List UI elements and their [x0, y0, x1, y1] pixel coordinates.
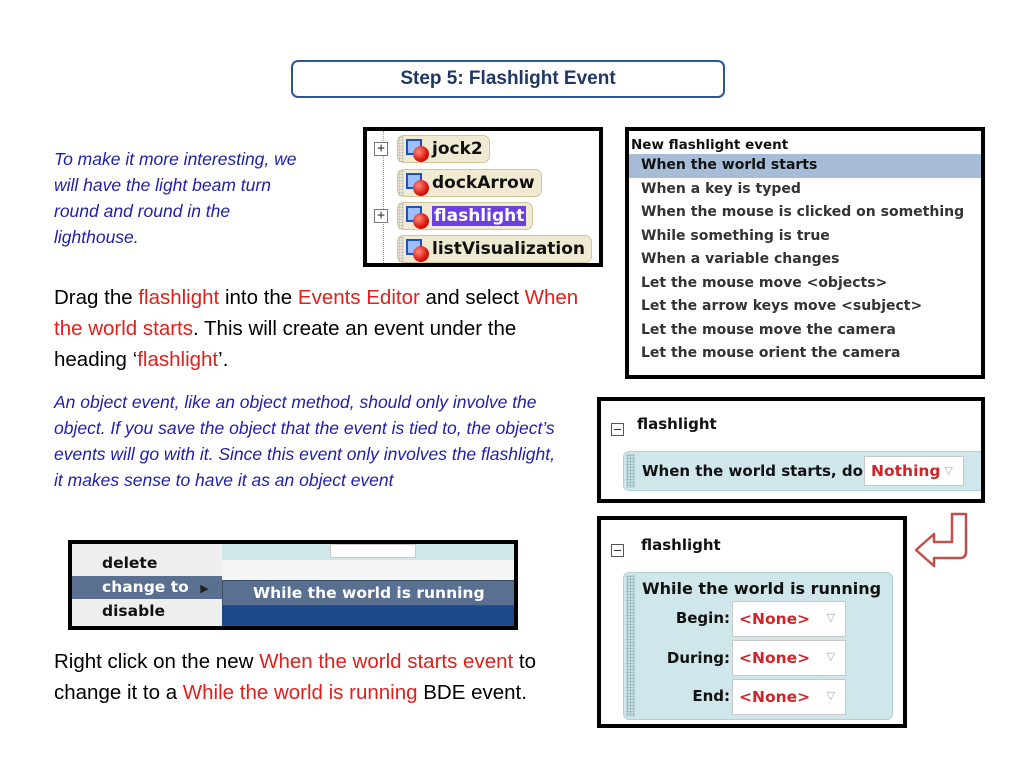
- object-event-note: An object event, like an object method, should only involve the object. If you save the object that the event is tied to, the object’s events will go with it. Since this event only involves the flashlight, it makes sense to have it as an object event: [54, 392, 555, 490]
- object-tree-screenshot: [363, 127, 603, 267]
- tree-item-dockarrow[interactable]: [367, 169, 599, 199]
- background-strip: [222, 560, 518, 580]
- drag-grip-icon[interactable]: [398, 136, 404, 162]
- end-label: End:: [692, 687, 730, 705]
- drag-paragraph: [54, 282, 594, 375]
- background-strip: [222, 606, 518, 630]
- do-label: , do: [830, 462, 863, 480]
- object-icon: [406, 206, 430, 228]
- menu-item[interactable]: Let the arrow keys move <subject>: [641, 298, 923, 314]
- chevron-down-icon[interactable]: ▽: [826, 650, 835, 663]
- begin-dropdown[interactable]: [732, 601, 846, 637]
- tree-item-listvisualization[interactable]: [367, 235, 599, 265]
- text-segment: Drag the: [54, 286, 139, 309]
- dropdown-value: <None>: [739, 688, 811, 706]
- event-name: When the world starts: [642, 462, 831, 480]
- object-pill-selected[interactable]: [397, 202, 533, 230]
- event-heading: flashlight: [637, 415, 717, 433]
- object-pill[interactable]: [397, 235, 592, 263]
- menu-item[interactable]: While something is true: [641, 227, 830, 244]
- background-dropdown: [330, 544, 416, 558]
- bde-event-screenshot: [597, 516, 907, 728]
- right-click-paragraph: [54, 646, 544, 708]
- object-icon: [406, 139, 430, 161]
- text-segment: ’.: [218, 348, 229, 371]
- begin-label: Begin:: [675, 609, 730, 627]
- chevron-down-icon[interactable]: ▽: [826, 689, 835, 702]
- menu-item[interactable]: Let the mouse orient the camera: [641, 345, 901, 361]
- submenu-item-while-running[interactable]: While the world is running: [222, 580, 518, 606]
- event-menu-screenshot: [625, 127, 985, 379]
- dropdown-value: <None>: [739, 649, 811, 667]
- slide-title-box: [291, 60, 725, 98]
- collapse-icon[interactable]: [611, 544, 624, 557]
- dropdown-value: Nothing: [871, 462, 941, 480]
- event-block-screenshot: [597, 397, 985, 503]
- highlight-flashlight: flashlight: [138, 286, 220, 309]
- menu-item-disable[interactable]: disable: [102, 602, 166, 620]
- drag-grip-icon[interactable]: [626, 454, 635, 488]
- action-dropdown[interactable]: [864, 456, 964, 486]
- text-segment: and select: [419, 286, 525, 309]
- dropdown-value: <None>: [739, 610, 811, 628]
- expand-icon[interactable]: +: [374, 142, 388, 156]
- drag-grip-icon[interactable]: [398, 170, 404, 196]
- event-menu-list: [629, 154, 981, 366]
- object-icon: [406, 239, 430, 261]
- event-text: While the world is running: [642, 579, 882, 598]
- menu-item[interactable]: Let the mouse move the camera: [641, 321, 896, 338]
- tree-item-jock2[interactable]: [367, 135, 599, 165]
- menu-heading: New flashlight event: [631, 137, 789, 153]
- menu-item[interactable]: When a key is typed: [641, 180, 801, 197]
- event-block[interactable]: [623, 451, 985, 491]
- expand-icon[interactable]: +: [374, 209, 388, 223]
- during-dropdown[interactable]: [732, 640, 846, 676]
- highlight-flashlight-heading: flashlight: [137, 348, 219, 371]
- submenu-arrow-icon: ▶: [200, 582, 209, 595]
- highlight-world-starts: When the world starts: [54, 286, 579, 340]
- object-pill[interactable]: [397, 135, 490, 163]
- menu-item[interactable]: When the mouse is clicked on something: [641, 204, 965, 220]
- collapse-icon[interactable]: [611, 423, 624, 436]
- menu-item[interactable]: When the world starts: [629, 154, 981, 178]
- end-dropdown[interactable]: [732, 679, 846, 715]
- chevron-down-icon[interactable]: ▽: [944, 464, 953, 477]
- highlight-world-running: While the world is running: [182, 681, 418, 704]
- menu-item[interactable]: When a variable changes: [641, 251, 840, 267]
- slide-title: Step 5: Flashlight Event: [400, 68, 616, 89]
- object-label: listVisualization: [432, 239, 586, 259]
- text-segment: Right click on the new: [54, 650, 260, 673]
- bde-event-block[interactable]: [623, 572, 893, 720]
- during-label: During:: [666, 649, 730, 667]
- chevron-down-icon[interactable]: ▽: [826, 611, 835, 624]
- text-segment: BDE event.: [417, 681, 527, 704]
- drag-grip-icon[interactable]: [626, 575, 635, 717]
- menu-item[interactable]: Let the mouse move <objects>: [641, 274, 888, 291]
- highlight-events-editor: Events Editor: [297, 286, 420, 309]
- event-text: [642, 462, 863, 480]
- text-segment: to change it to a: [54, 650, 536, 704]
- object-pill[interactable]: [397, 169, 542, 197]
- object-label: flashlight: [434, 206, 525, 226]
- object-label: jock2: [432, 139, 483, 159]
- menu-item-delete[interactable]: delete: [102, 554, 158, 572]
- object-icon: [406, 173, 430, 195]
- context-menu-screenshot: [68, 540, 518, 630]
- menu-item-change-to[interactable]: [72, 576, 222, 599]
- tree-item-flashlight[interactable]: [367, 202, 599, 232]
- text-segment: . This will create an event under the heading ‘: [54, 317, 517, 371]
- return-arrow-icon: [912, 512, 972, 568]
- event-heading: flashlight: [641, 536, 721, 554]
- highlight-world-starts-event: When the world starts event: [259, 650, 514, 673]
- menu-item-label: change to: [102, 578, 189, 596]
- intro-note: To make it more interesting, we will have the light beam turn round and round in the lighthouse.: [54, 149, 297, 247]
- object-label: dockArrow: [432, 173, 535, 193]
- text-segment: into the: [219, 286, 298, 309]
- drag-grip-icon[interactable]: [398, 236, 404, 262]
- drag-grip-icon[interactable]: [398, 203, 404, 229]
